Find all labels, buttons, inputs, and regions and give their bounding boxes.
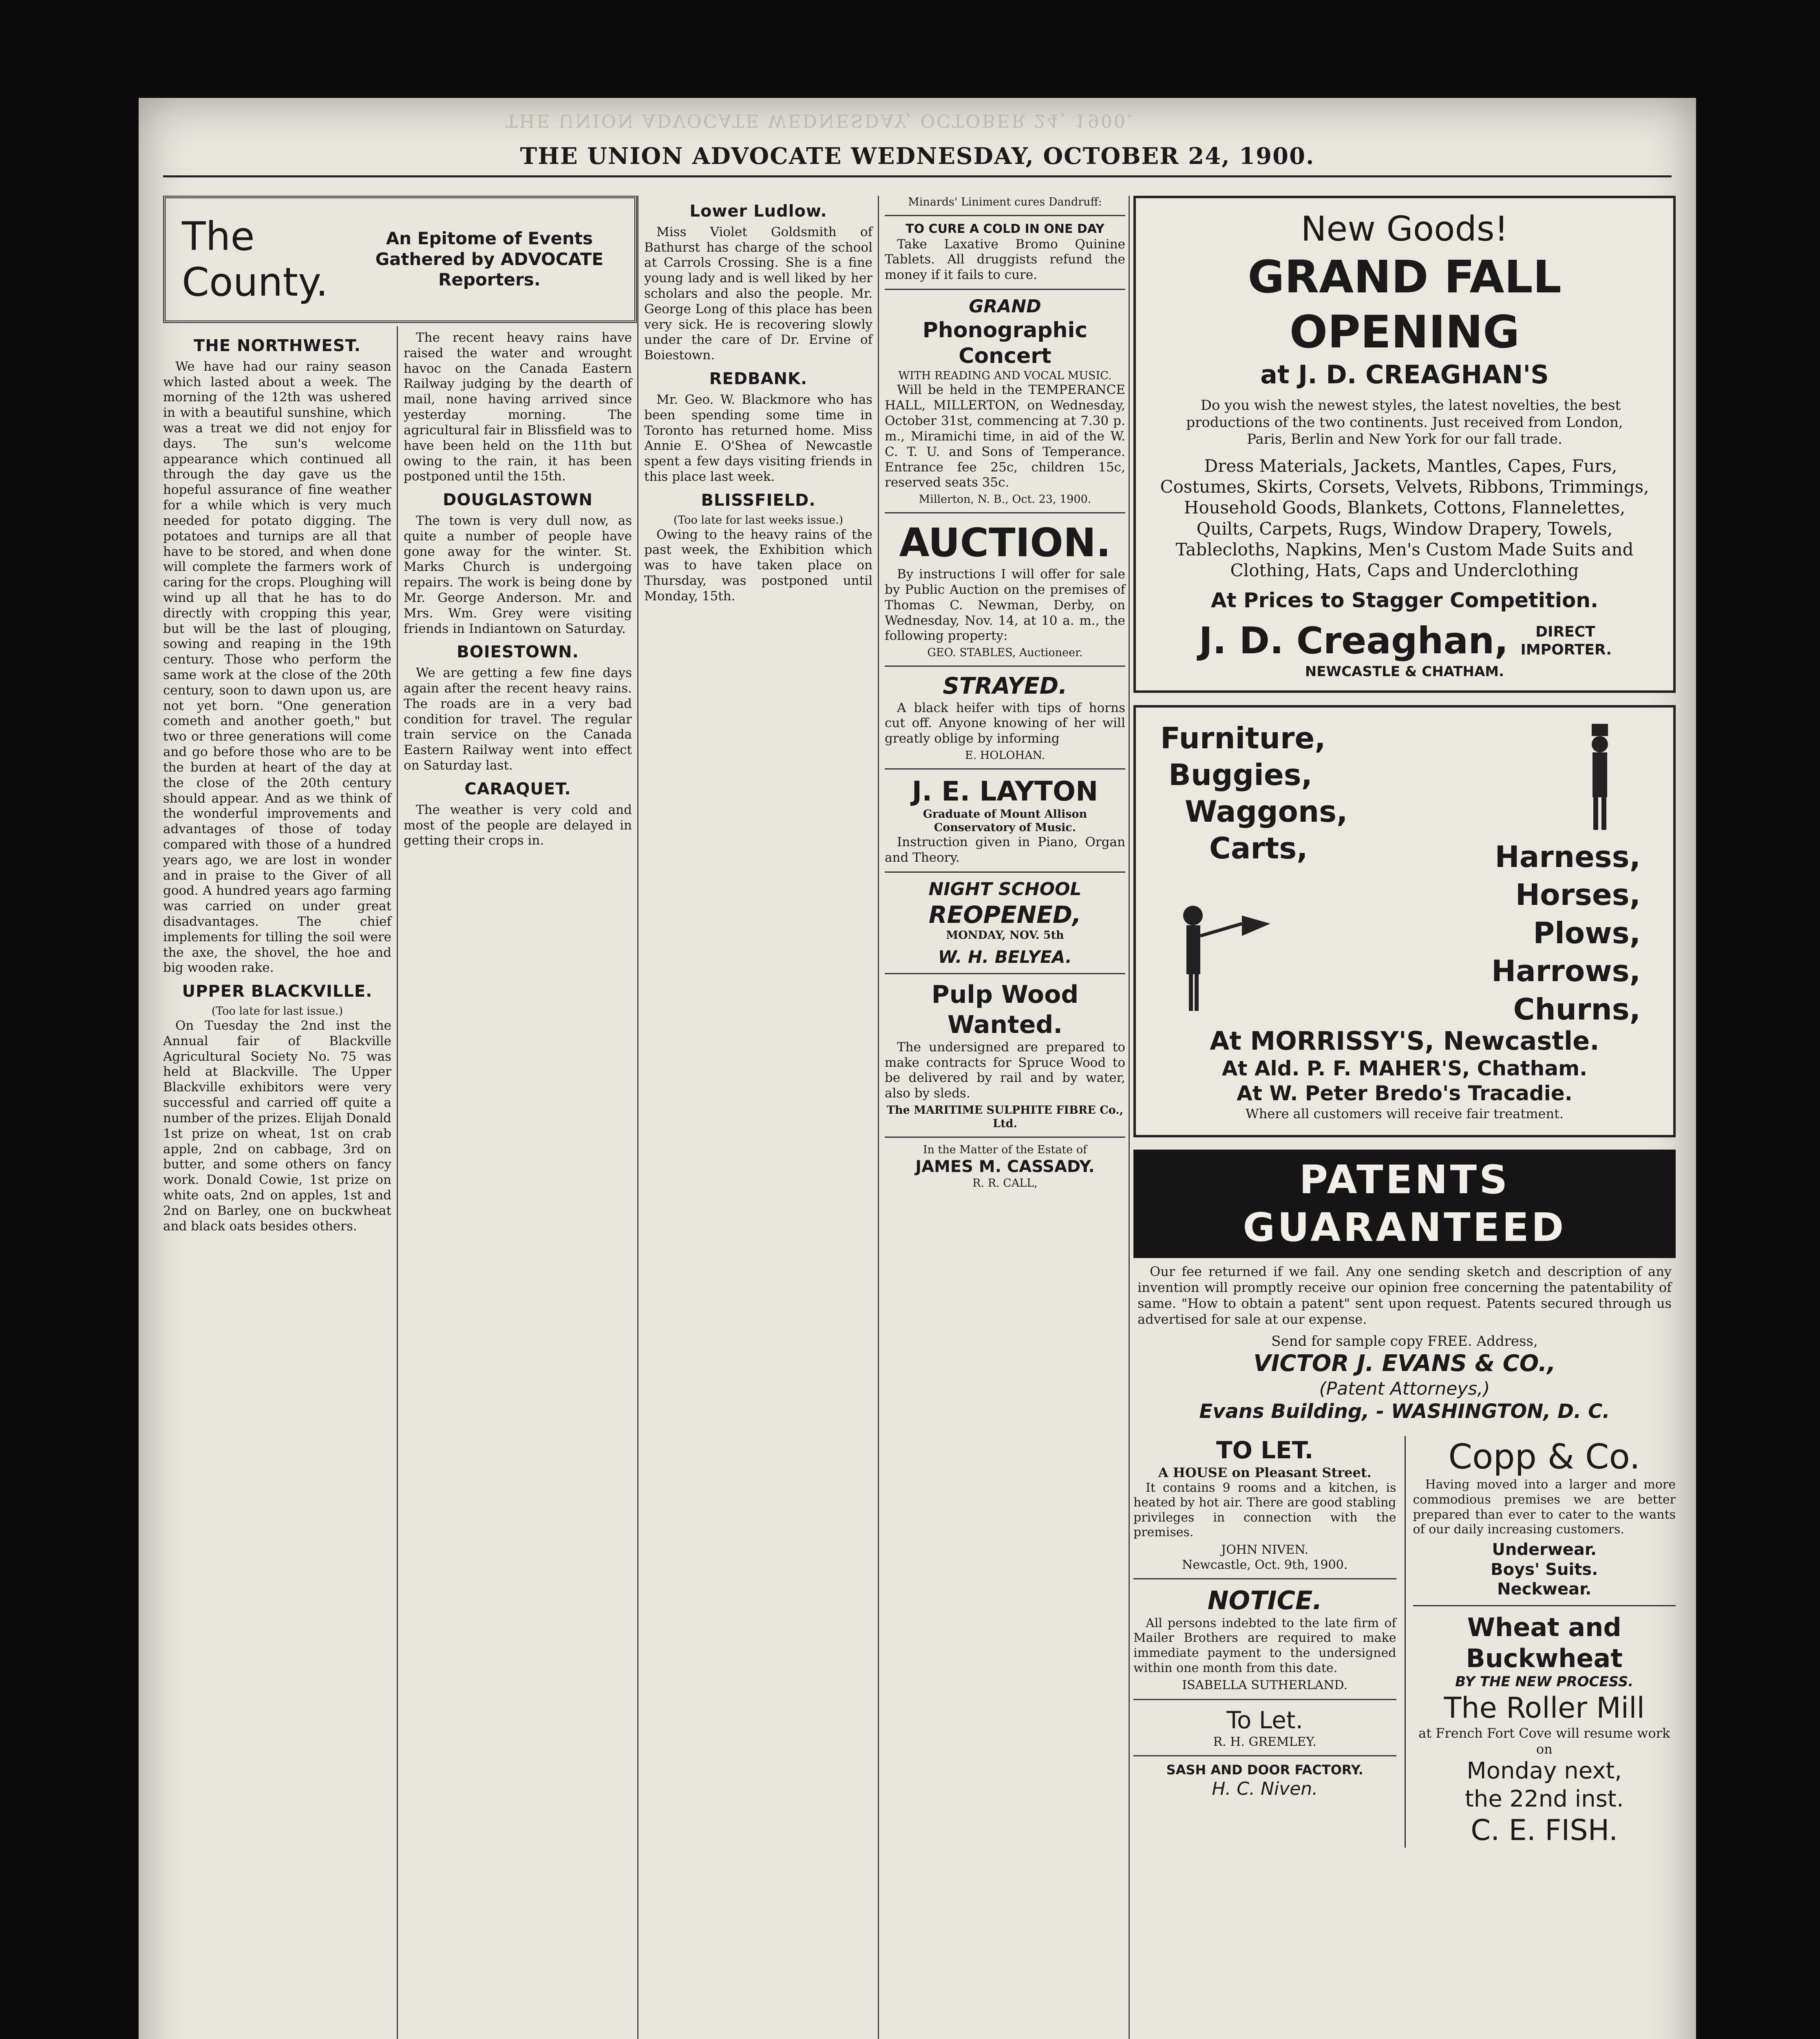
divider: [885, 512, 1125, 513]
reopened: REOPENED,: [928, 900, 1082, 929]
fair-treatment: Where all customers will receive fair treatment.: [1245, 1106, 1564, 1122]
lower-left-ads: [1133, 1436, 1396, 1848]
creaghan-row: [1146, 619, 1663, 663]
blissfield-sub: (Too late for last weeks issue.): [673, 513, 844, 526]
ads-column: [1133, 196, 1676, 1848]
right-goods: [1491, 838, 1641, 1029]
pulp-sign: The MARITIME SULPHITE FIBRE Co., Ltd.: [886, 1104, 1124, 1130]
prices-slogan: At Prices to Stagger Competition.: [1211, 588, 1598, 613]
plows-label: Plows,: [1533, 916, 1641, 950]
newspaper-page: [139, 98, 1696, 2039]
layton-sub: Graduate of Mount Allison Conservatory of Music.: [923, 808, 1087, 834]
neckwear-heading: Neckwear.: [1497, 1580, 1592, 1599]
sash-title: SASH AND DOOR FACTORY.: [1166, 1762, 1363, 1778]
sutherland-name: ISABELLA SUTHERLAND.: [1182, 1678, 1348, 1693]
divider: [885, 666, 1125, 667]
pulp-text: The undersigned are prepared to make contracts for Spruce Wood to be delivered by rail and by water, also by sleds.: [885, 1039, 1125, 1101]
heading-boiestown: BOIESTOWN.: [457, 643, 579, 662]
niven-date: Newcastle, Oct. 9th, 1900.: [1182, 1557, 1348, 1572]
strayed-text: A black heifer with tips of horns cut off. Anyone knowing of her will greatly oblige by informing: [885, 700, 1125, 746]
concert-title: Phonographic Concert: [922, 318, 1088, 369]
caraquet-text: The weather is very cold and most of the people are delayed in getting their crops in.: [404, 802, 632, 848]
heading-lower-ludlow: Lower Ludlow.: [689, 202, 827, 221]
notice-title: NOTICE.: [1207, 1586, 1322, 1616]
grand-fall-opening: GRAND FALL OPENING: [1248, 251, 1562, 358]
blackville-text: On Tuesday the 2nd inst the Annual fair of Blackville Agricultural Society No. 75 was held at Blackville. The Upper Blackville exhibitors were very successful and carried off quite a number of the prizes. Elijah Donald 1st prize on wheat, 1st on crab apple, 2nd on cabbage, 3rd on butter, and some others on fancy work. Donald Cowie, 1st prize on white oats, 2nd on apples, 1st and 2nd on Barley, one on buckwheat and black oats besides others.: [163, 1018, 391, 1234]
county-title: The County.: [182, 214, 328, 305]
estate-name: JAMES M. CASSADY.: [915, 1157, 1095, 1176]
heading-upper-blackville: UPPER BLACKVILLE.: [182, 982, 373, 1001]
strayed-sign: E. HOLOHAN.: [965, 749, 1045, 762]
underwear-heading: Underwear.: [1492, 1540, 1597, 1559]
county-tagline: An Epitome of Events Gathered by ADVOCATE Reporters.: [375, 228, 604, 290]
bleed-through-text: THE UNION ADVOCATE WEDNESDAY, OCTOBER 24, 1900.: [506, 110, 1134, 131]
gentleman-icon: [1575, 724, 1624, 830]
harrows-label: Harrows,: [1491, 954, 1641, 989]
layton-text: Instruction given in Piano, Organ and Theory.: [885, 835, 1125, 865]
column-4: [885, 196, 1125, 1190]
fall-text: Do you wish the newest styles, the latest novelties, the best productions of the two continents. Just received from London, Paris, Berlin and New York for our fall trade.: [1186, 397, 1623, 448]
roller-mill: The Roller Mill: [1444, 1691, 1645, 1725]
bredo-name: At W. Peter Bredo's Tracadie.: [1237, 1081, 1573, 1106]
monday-next: Monday next,: [1467, 1758, 1622, 1785]
creaghan-locations: NEWCASTLE & CHATHAM.: [1305, 663, 1504, 680]
direct-importer: DIRECT IMPORTER.: [1520, 624, 1612, 659]
railway-text: The recent heavy rains have raised the water and wrought havoc on the Canada Eastern Railway judging by the dearth of mail, none having arrived since yesterday morning. The agricultural fair in Blissfield was to have been held on the 11th but owing to the rain, it has been postponed until the 15th.: [404, 330, 632, 484]
patent-attorneys: (Patent Attorneys,): [1319, 1378, 1490, 1399]
divider: [885, 215, 1125, 216]
maher-name: At Ald. P. F. MAHER'S, Chatham.: [1221, 1057, 1588, 1081]
waggons-label: Waggons,: [1185, 794, 1348, 829]
cold-heading: TO CURE A COLD IN ONE DAY: [906, 221, 1104, 236]
column-rule: [1129, 196, 1130, 2039]
divider: [1133, 1699, 1396, 1700]
boiestown-text: We are getting a few fine days again after the recent heavy rains. The roads are in a very bad condition for travel. The regular train service on the Canada Eastern Railway went into effect on Saturday last.: [404, 666, 632, 773]
harness-label: Harness,: [1495, 839, 1641, 874]
concert-date: Millerton, N. B., Oct. 23, 1900.: [919, 493, 1091, 506]
heading-blissfield: BLISSFIELD.: [701, 491, 816, 510]
divider: [885, 1137, 1125, 1138]
house-title: A HOUSE on Pleasant Street.: [1158, 1464, 1372, 1480]
divider: [885, 973, 1125, 974]
column-1: [163, 330, 391, 1236]
divider: [1413, 1605, 1676, 1606]
masthead: THE UNION ADVOCATE WEDNESDAY, OCTOBER 24, 1900.: [163, 143, 1672, 177]
douglastown-text: The town is very dull now, as quite a number of people have gone away for the winter. St. Marks Church is undergoing repairs. The work is being done by Mr. George Anderson. Mr. and Mrs. Wm. Grey were visiting friends in Indiantown on Saturday.: [404, 513, 632, 636]
goods-list: Dress Materials, Jackets, Mantles, Capes, Furs, Costumes, Skirts, Corsets, Velvets, Ribbons, Trimmings, Household Goods, Blankets, Cottons, Flannelettes, Quilts, Carpets, Rugs, Window Drapery, Towels, Tablecloths, Napkins, Men's Custom Made Suits and Clothing, Hats, Caps and Underclothing: [1160, 456, 1649, 581]
blissfield-text: Owing to the heavy rains of the past week, the Exhibition which was to have taken place on Thursday, was postponed until Monday, 15th.: [644, 527, 872, 604]
copp-title: Copp & Co.: [1448, 1436, 1641, 1477]
blackville-sub: (Too late for last issue.): [211, 1005, 343, 1018]
column-2: [404, 330, 632, 851]
minards-dandruff: Minards' Liniment cures Dandruff:: [908, 196, 1102, 208]
redbank-text: Mr. Geo. W. Blackmore who has been spending some time in Toronto has returned home. Miss Annie E. O'Shea of Newcastle spent a few days visiting friends in this place last week.: [644, 392, 872, 484]
heading-douglastown: DOUGLASTOWN: [443, 491, 593, 510]
copp-text: Having moved into a larger and more commodious premises we are better prepared than ever to cater to the wants of our daily increasing customers.: [1413, 1477, 1676, 1537]
h-c-niven: H. C. Niven.: [1212, 1778, 1318, 1800]
at-creaghans: at J. D. CREAGHAN'S: [1260, 359, 1549, 389]
creaghan-ad: [1133, 196, 1676, 693]
pulp-title: Pulp Wood Wanted.: [931, 980, 1079, 1039]
concert-text: Will be held in the TEMPERANCE HALL, MILLERTON, on Wednesday, October 31st, commencing at 7.30 p. m., Miramichi time, in aid of the W. C. T. U. and Sons of Temperance. Entrance fee 25c, children 15c, reserved seats 35c.: [885, 383, 1125, 490]
left-goods: [1160, 720, 1347, 867]
concert-grand: GRAND: [969, 296, 1041, 317]
column-rule: [397, 326, 398, 2039]
to-let-title: TO LET.: [1216, 1436, 1314, 1464]
concert-sub: WITH READING AND VOCAL MUSIC.: [898, 369, 1112, 382]
column-rule: [878, 196, 879, 2039]
heading-northwest: THE NORTHWEST.: [194, 336, 361, 355]
morrissy-locations: [1136, 1026, 1673, 1122]
sample-copy: Send for sample copy FREE. Address,: [1271, 1333, 1538, 1349]
horses-label: Horses,: [1515, 878, 1641, 912]
estate-sign: R. R. CALL,: [972, 1177, 1038, 1190]
notice-text: All persons indebted to the late firm of Mailer Brothers are required to make immediate payment to the undersigned within one month from this date.: [1133, 1616, 1396, 1675]
heading-caraquet: CARAQUET.: [464, 779, 571, 798]
creaghan-name: J. D. Creaghan,: [1199, 619, 1509, 663]
patents-ad: [1133, 1150, 1676, 1424]
divider: [1133, 1755, 1396, 1756]
house-text: It contains 9 rooms and a kitchen, is heated by hot air. There are good stabling privileges in connection with the premises.: [1133, 1480, 1396, 1540]
flag-man-icon: [1168, 899, 1274, 1022]
churns-label: Churns,: [1513, 992, 1641, 1026]
belyea: W. H. BELYEA.: [938, 947, 1072, 967]
auction-sign: GEO. STABLES, Auctioneer.: [927, 646, 1083, 659]
auction-text: By instructions I will offer for sale by Public Auction on the premises of Thomas C. Newman, Derby, on Wednesday, Nov. 14, at 10 a. m., the following property:: [885, 567, 1125, 644]
column-3: [644, 196, 872, 607]
auction-title: AUCTION.: [899, 520, 1111, 566]
divider: [885, 871, 1125, 873]
layton-title: J. E. LAYTON: [912, 775, 1098, 807]
roller-text: at French Fort Cove will resume work on: [1418, 1725, 1670, 1757]
patents-banner: PATENTS GUARANTEED: [1133, 1150, 1676, 1258]
evans-building: Evans Building, - WASHINGTON, D. C.: [1199, 1400, 1610, 1423]
cold-text: Take Laxative Bromo Quinine Tablets. All druggists refund the money if it fails to cure.: [885, 237, 1125, 283]
new-goods: New Goods!: [1301, 209, 1509, 249]
strayed-title: STRAYED.: [943, 673, 1067, 700]
morrissy-name: At MORRISSY'S, Newcastle.: [1210, 1026, 1599, 1056]
night-school: NIGHT SCHOOL: [928, 878, 1082, 900]
column-rule: [637, 196, 638, 2039]
patents-text: Our fee returned if we fail. Any one sending sketch and description of any invention will promptly receive our opinion free concerning the patentability of same. "How to obtain a patent" sent upon request. Patents secured through us advertised for sale at our expense.: [1138, 1263, 1672, 1327]
estate-heading: In the Matter of the Estate of: [923, 1143, 1087, 1156]
buggies-label: Buggies,: [1168, 757, 1312, 792]
lower-right-ads: [1405, 1436, 1676, 1848]
ludlow-text: Miss Violet Goldsmith of Bathurst has charge of the school at Carrols Crossing. She is a fine young lady and is well liked by her scholars and also the people. Mr. George Long of this place has been very sick. He is recovering slowly under the care of Dr. Ervine of Boiestown.: [644, 224, 872, 363]
lower-ads: [1133, 1436, 1676, 1848]
carts-label: Carts,: [1209, 831, 1308, 865]
northwest-text: We have had our rainy season which lasted about a week. The morning of the 12th was ushered in with a beautiful sunshine, which was a treat we did not enjoy for days. The sun's welcome appearance which continued all through the day gave us the hopeful assurance of fine weather for a while which is very much needed for potato digging. The potatoes and turnips are all that have to be stored, and when done will complete the farmers work of caring for the crops. Ploughing will wind up all that he has to do directly with cropping this year, but will be the last of plouging, sowing and reaping in the 19th century. Those who perform the same work at the close of the 20th century, soon to dawn upon us, are not yet born. "One generation cometh and another goeth," but two or three generations will come and go before those who are to be the burden at heart of the day at the close of the 20th century should appear. And as we think of the wonderful improvements and advantages of those of today compared with those of a hundred years ago, we are lost in wonder and in praise to the Giver of all good. A hundred years ago farming was carried on under great disadvantages. The chief implements for tilling the soil were the axe, the shovel, the hoe and big wooden rake.: [163, 359, 391, 975]
evans-name: VICTOR J. EVANS & CO.,: [1253, 1350, 1556, 1377]
county-header-box: [163, 196, 637, 323]
furniture-label: Furniture,: [1160, 721, 1326, 755]
new-process: BY THE NEW PROCESS.: [1455, 1674, 1634, 1690]
divider: [885, 768, 1125, 770]
divider: [885, 289, 1125, 290]
the-22nd: the 22nd inst.: [1464, 1785, 1624, 1812]
to-let-2-title: To Let.: [1226, 1706, 1303, 1734]
heading-redbank: REDBANK.: [709, 369, 808, 389]
night-date: MONDAY, NOV. 5th: [946, 929, 1064, 942]
c-e-fish: C. E. FISH.: [1471, 1813, 1618, 1847]
divider: [1133, 1578, 1396, 1579]
niven-name: JOHN NIVEN.: [1221, 1543, 1309, 1557]
gremley-name: R. H. GREMLEY.: [1213, 1734, 1316, 1749]
wheat-title: Wheat and Buckwheat: [1466, 1612, 1623, 1673]
boys-suits-heading: Boys' Suits.: [1491, 1560, 1598, 1579]
morrissy-ad: [1133, 705, 1676, 1137]
